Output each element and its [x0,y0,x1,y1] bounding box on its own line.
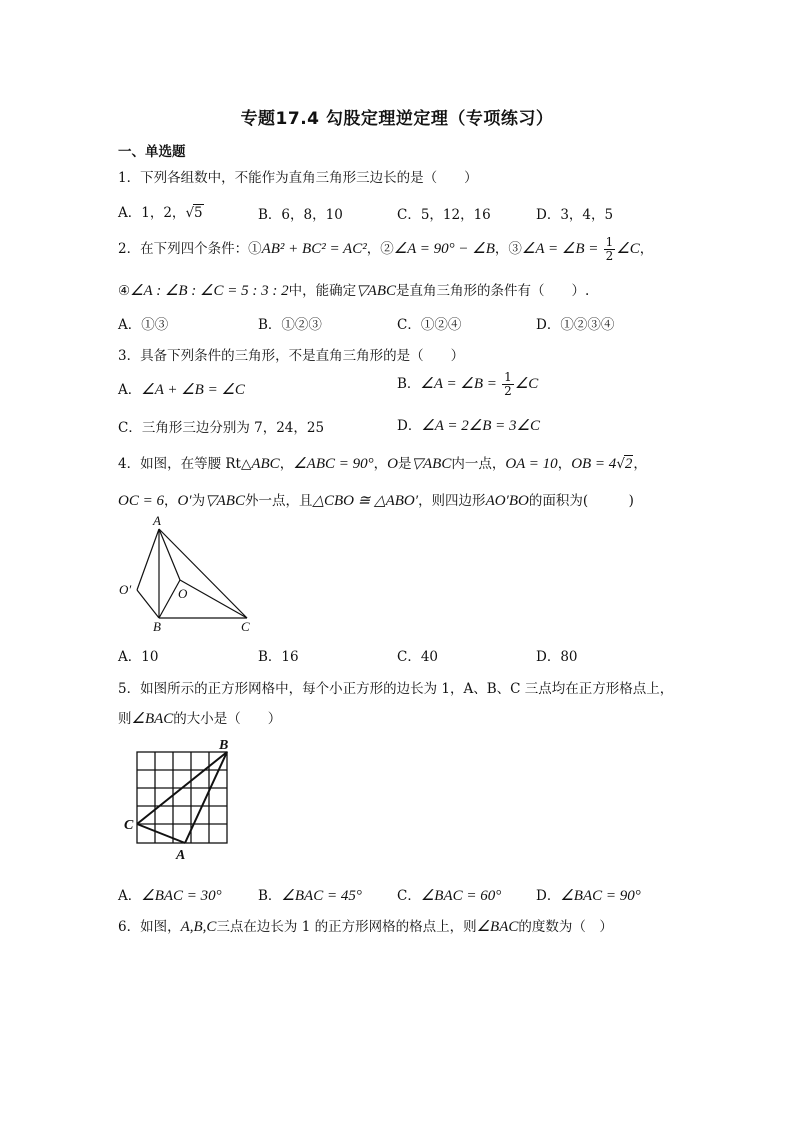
q3-option-d: D．∠A = 2∠B = 3∠C [397,418,540,434]
label-b: B [219,738,229,753]
q4-line-1: 4．如图，在等腰 Rt△ABC，∠ABC = 90°，O是▽ABC内一点，OA = 10，OB = 4√2， [118,456,647,472]
q2-option-b: B．①②③ [258,317,322,333]
q1-option-d: D．3，4，5 [536,207,614,223]
q1-option-b: B．6，8，10 [258,207,343,223]
q4-option-d: D．80 [536,649,578,665]
q2-option-a: A．①③ [118,317,169,333]
section-heading: 一、单选题 [118,144,186,160]
segment-o-prime-b [137,590,159,618]
q3-stem: 3．具备下列条件的三角形，不是直角三角形的是（ ） [118,348,465,364]
q3-option-a: A．∠A + ∠B = ∠C [118,382,245,398]
sqrt-symbol: √ [616,456,625,472]
fraction: $\frac{1}{2}$ [504,370,512,398]
q1-option-a: A．1，2，√5 [118,205,203,221]
q5-grid-figure [120,735,235,863]
q5-line-1: 5．如图所示的正方形网格中，每个小正方形的边长为 1，A、B、C 三点均在正方形格点上， [118,681,674,697]
q4-line-2: OC = 6，O′为▽ABC外一点，且△CBO ≅ △ABO′，则四边形AO′BO的面积为( ) [118,493,634,509]
label-c: C [124,818,134,833]
q4-option-c: C．40 [397,649,439,665]
q1-stem: 1．下列各组数中，不能作为直角三角形三边长的是（ ） [118,170,478,186]
label-o: O [178,586,188,601]
label-a: A [153,513,161,528]
q5-option-c: C．∠BAC = 60° [397,888,502,904]
label-c: C [241,619,250,634]
q2-line-2: ④∠A : ∠B : ∠C = 5 : 3 : 2中，能确定▽ABC是直角三角形的条件有（ ）. [118,283,590,299]
segment-ac [159,529,247,618]
q2-option-c: C．①②④ [397,317,462,333]
label-a: A [176,848,186,863]
q4-option-a: A．10 [118,649,159,665]
q1-option-c: C．5，12，16 [397,207,491,223]
page-title: 专题17.4 勾股定理逆定理（专项练习） [240,109,554,129]
triangle-abc [137,752,227,843]
q5-option-d: D．∠BAC = 90° [536,888,641,904]
segment-oc [180,580,247,618]
q5-option-a: A．∠BAC = 30° [118,888,222,904]
q2-line-1: 2．在下列四个条件：①AB² + BC² = AC²，②∠A = 90° − ∠B，③∠A = ∠B = $\frac{1}{2}$ ∠C， [118,235,654,263]
sqrt-symbol: √ [185,205,195,221]
label-b: B [153,619,161,634]
q3-option-c: C．三角形三边分别为 7，24，25 [118,420,325,436]
label-o-prime: O′ [119,582,132,597]
q3-option-b: B．∠A = ∠B = $\frac{1}{2}$ ∠C [397,370,539,398]
q5-option-b: B．∠BAC = 45° [258,888,362,904]
segment-ob [159,580,180,618]
fraction: $\frac{1}{2}$ [605,235,614,263]
q5-line-2: 则∠BAC的大小是（ ） [118,711,282,727]
q6-stem: 6．如图，A,B,C三点在边长为 1 的正方形网格的格点上，则∠BAC的度数为（ ） [118,919,613,935]
q2-option-d: D．①②③④ [536,317,615,333]
segment-ao [159,529,180,580]
q4-triangle-figure [115,512,265,634]
q4-option-b: B．16 [258,649,299,665]
segment-ao-prime [137,529,159,590]
